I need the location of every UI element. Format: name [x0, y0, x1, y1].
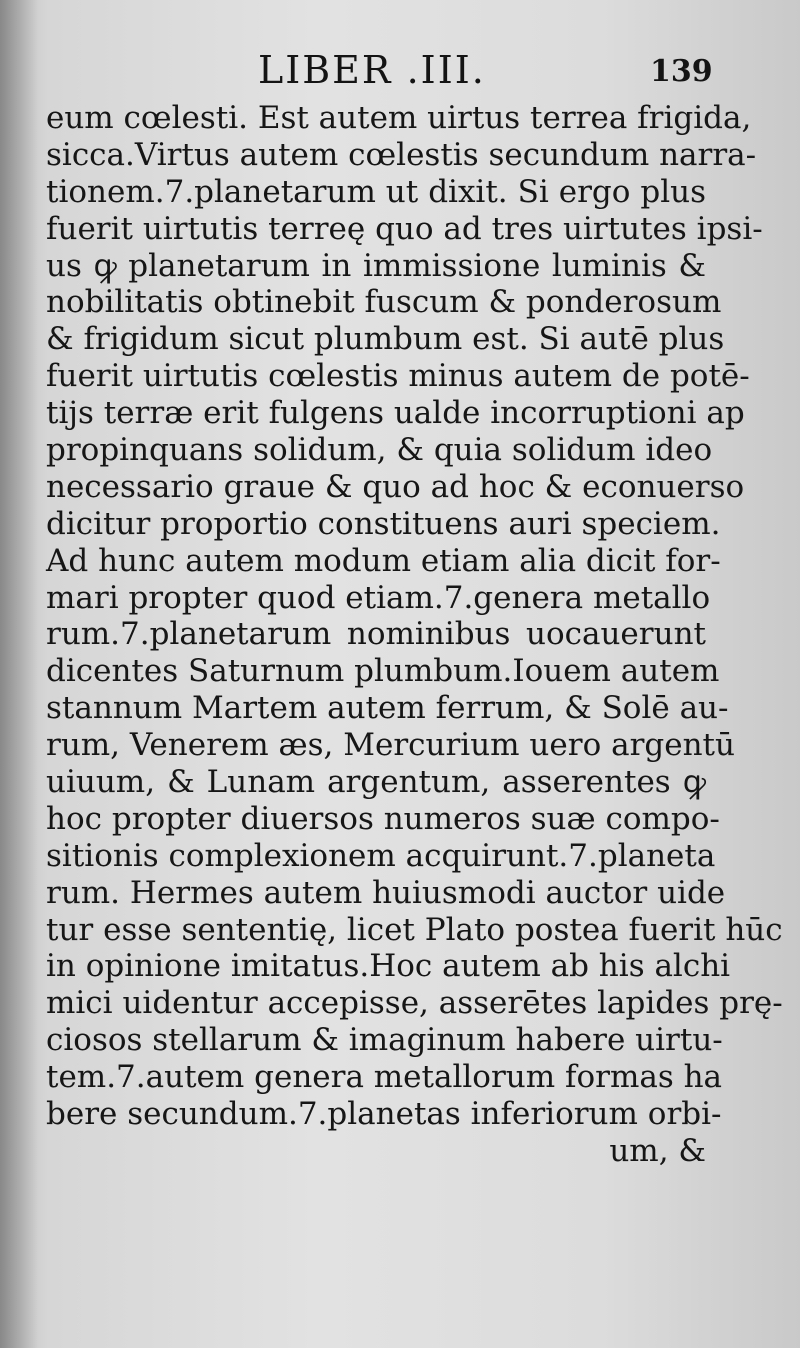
text-line: tionem.7.planetarum ut dixit. Si ergo plus	[46, 173, 706, 210]
text-line: nobilitatis obtinebit fuscum & ponderosum	[46, 284, 722, 321]
text-line: dicitur proportio constituens auri speciem.	[46, 505, 721, 542]
text-line: sitionis complexionem acquirunt.7.planeta	[46, 837, 716, 874]
text-line: propinquans solidum, & quia solidum ideo	[46, 432, 713, 469]
text-line: fuerit uirtutis cœlestis minus autem de potē-	[46, 358, 750, 395]
text-line: us ꝙ planetarum in immissione luminis &	[46, 247, 706, 284]
text-line: & frigidum sicut plumbum est. Si autē plus	[46, 321, 725, 358]
page-number: 139	[650, 54, 713, 89]
text-line: necessario graue & quo ad hoc & econuerso	[46, 468, 745, 505]
text-line: rum. Hermes autem huiusmodi auctor uide	[46, 874, 726, 911]
text-line: bere secundum.7.planetas inferiorum orbi-	[46, 1096, 722, 1133]
text-line: sicca.Virtus autem cœlestis secundum narra-	[46, 136, 757, 173]
text-line: fuerit uirtutis terreę quo ad tres uirtutes ipsi-	[46, 210, 763, 247]
text-line: mari propter quod etiam.7.genera metallo	[46, 579, 711, 616]
text-line: tijs terræ erit fulgens ualde incorruptioni ap	[46, 395, 745, 432]
running-head: LIBER .III.	[258, 48, 486, 92]
text-line: ciosos stellarum & imaginum habere uirtu-	[46, 1022, 723, 1059]
text-line: tur esse sententię, licet Plato postea fuerit hūc	[46, 911, 783, 948]
text-line: stannum Martem autem ferrum, & Solē au-	[46, 690, 729, 727]
text-line: in opinione imitatus.Hoc autem ab his alchi	[46, 948, 731, 985]
text-line: rum, Venerem æs, Mercurium uero argentū	[46, 727, 735, 764]
text-line: tem.7.autem genera metallorum formas ha	[46, 1059, 723, 1096]
text-line: eum cœlesti. Est autem uirtus terrea frigida,	[46, 100, 752, 136]
text-line: hoc propter diuersos numeros suæ compo-	[46, 800, 720, 837]
text-line: rum.7.planetarum nominibus uocauerunt	[46, 616, 706, 653]
text-line: Ad hunc autem modum etiam alia dicit for-	[46, 542, 721, 579]
catchword-line: um, &	[609, 1132, 706, 1169]
gutter-shadow	[0, 0, 38, 1348]
text-block	[46, 100, 783, 1170]
text-line: mici uidentur accepisse, asserētes lapides prę-	[46, 985, 783, 1022]
text-line: dicentes Saturnum plumbum.Iouem autem	[46, 653, 720, 690]
text-line: uiuum, & Lunam argentum, asserentes ꝙ	[46, 764, 706, 801]
